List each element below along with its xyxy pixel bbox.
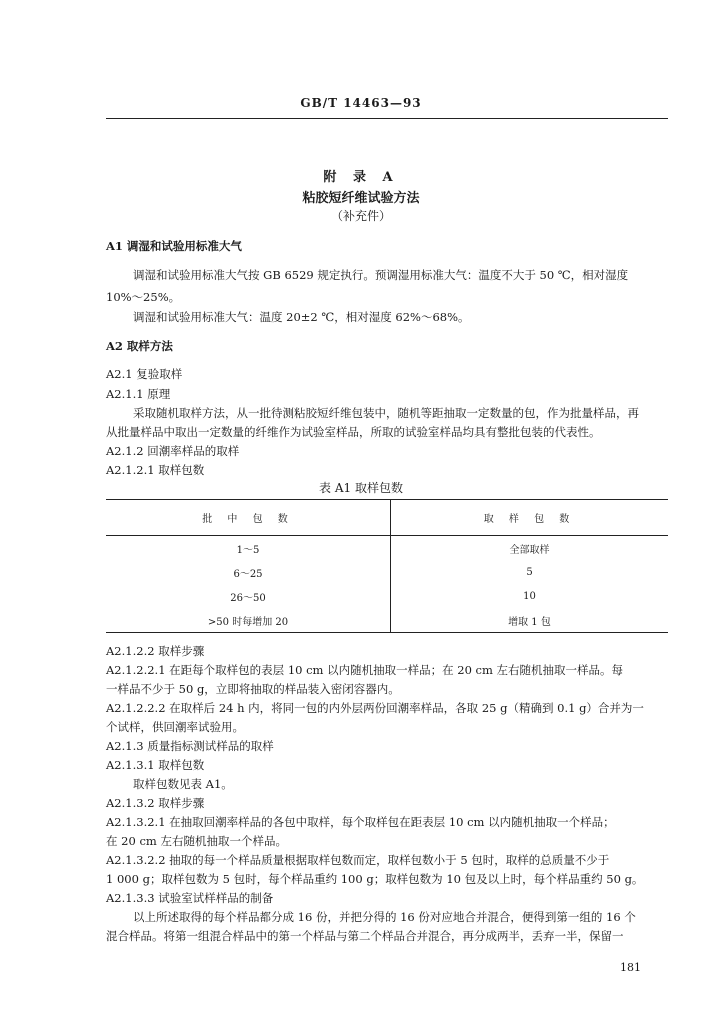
page-number: 181 [620,961,641,974]
paragraph-line: 混合样品。将第一组混合样品中的第一个样品与第二个样品合并混合，再分成两半，丢弃一半，保留一 [106,929,624,943]
subsection-heading: A2.1.3 质量指标测试样品的取样 [106,739,274,753]
paragraph-line: 在 20 cm 左右随机抽取一个样品。 [106,834,287,848]
paragraph-line: A2.1.2.2.2 在取样后 24 h 内，将同一包的内外层两份回潮率样品，各取 25 g（精确到 0.1 g）合并为一 [106,701,644,715]
table-cell: 26～50 [106,584,391,608]
table-cell: 6～25 [106,560,391,584]
subsection-heading: A2.1 复验取样 [106,367,183,381]
table-row [106,608,668,633]
appendix-label: 附 录 A [323,170,399,185]
paragraph-line: 1 000 g；取样包数为 5 包时，每个样品重约 100 g；取样包数为 10 包及以上时，每个样品重约 50 g。 [106,872,644,886]
paragraph-line: 一样品不少于 50 g，立即将抽取的样品装入密闭容器内。 [106,682,400,696]
subsection-heading: A2.1.3.1 取样包数 [106,758,205,772]
subsection-heading: A2.1.1 原理 [106,387,171,401]
table-header-cell: 批 中 包 数 [106,500,391,536]
header-rule [106,118,668,119]
table-cell: >50 时每增加 20 [106,608,391,633]
paragraph-line: 以上所述取得的每个样品都分成 16 份，并把分得的 16 份对应地合并混合，便得到第一组的 16 个 [133,910,636,924]
sampling-table [106,499,668,633]
paragraph-line: 个试样，供回潮率试验用。 [106,720,244,734]
section-a1-heading: A1 调湿和试验用标准大气 [106,239,242,253]
table-cell: 5 [526,566,533,578]
table-row [106,584,668,608]
table-header-cell: 取 样 包 数 [391,500,669,536]
standard-header: GB/T 14463—93 [300,96,422,110]
paragraph-line: A2.1.3.2.1 在抽取回潮率样品的各包中取样，每个取样包在距表层 10 cm 以内随机抽取一个样品； [106,815,615,829]
table-title: 表 A1 取样包数 [319,481,403,495]
paragraph-line: 采取随机取样方法，从一批待测粘胶短纤维包装中，随机等距抽取一定数量的包，作为批量样品，再 [133,406,639,420]
subsection-heading: A2.1.3.3 试验室试样样品的制备 [106,891,274,905]
subsection-heading: A2.1.2.2 取样步骤 [106,644,205,658]
paragraph-line: 调湿和试验用标准大气按 GB 6529 规定执行。预调湿用标准大气：温度不大于 50 ℃，相对湿度 [133,268,629,282]
paragraph-line: 取样包数见表 A1。 [133,777,233,791]
appendix-note: （补充件） [330,209,391,223]
subsection-heading: A2.1.2 回潮率样品的取样 [106,444,240,458]
table-row [106,560,668,584]
subsection-heading: A2.1.3.2 取样步骤 [106,796,205,810]
table-cell: 10 [523,590,536,602]
paragraph-line: A2.1.3.2.2 抽取的每一个样品质量根据取样包数而定，取样包数小于 5 包时，取样的总质量不少于 [106,853,610,867]
table-cell: 1～5 [106,536,391,561]
table-cell: 全部取样 [509,544,550,556]
paragraph-line: 10%～25%。 [106,290,181,304]
section-a2-heading: A2 取样方法 [106,339,173,353]
paragraph-line: A2.1.2.2.1 在距每个取样包的表层 10 cm 以内随机抽取一样品；在 20 cm 左右随机抽取一样品。每 [106,663,624,677]
table-cell: 增取 1 包 [391,608,669,633]
subsection-heading: A2.1.2.1 取样包数 [106,463,205,477]
paragraph-line: 调湿和试验用标准大气：温度 20±2 ℃，相对湿度 62%～68%。 [133,310,470,324]
paragraph-line: 从批量样品中取出一定数量的纤维作为试验室样品，所取的试验室样品均具有整批包装的代表性。 [106,425,601,439]
appendix-title: 粘胶短纤维试验方法 [302,191,420,206]
table-row [106,536,668,561]
